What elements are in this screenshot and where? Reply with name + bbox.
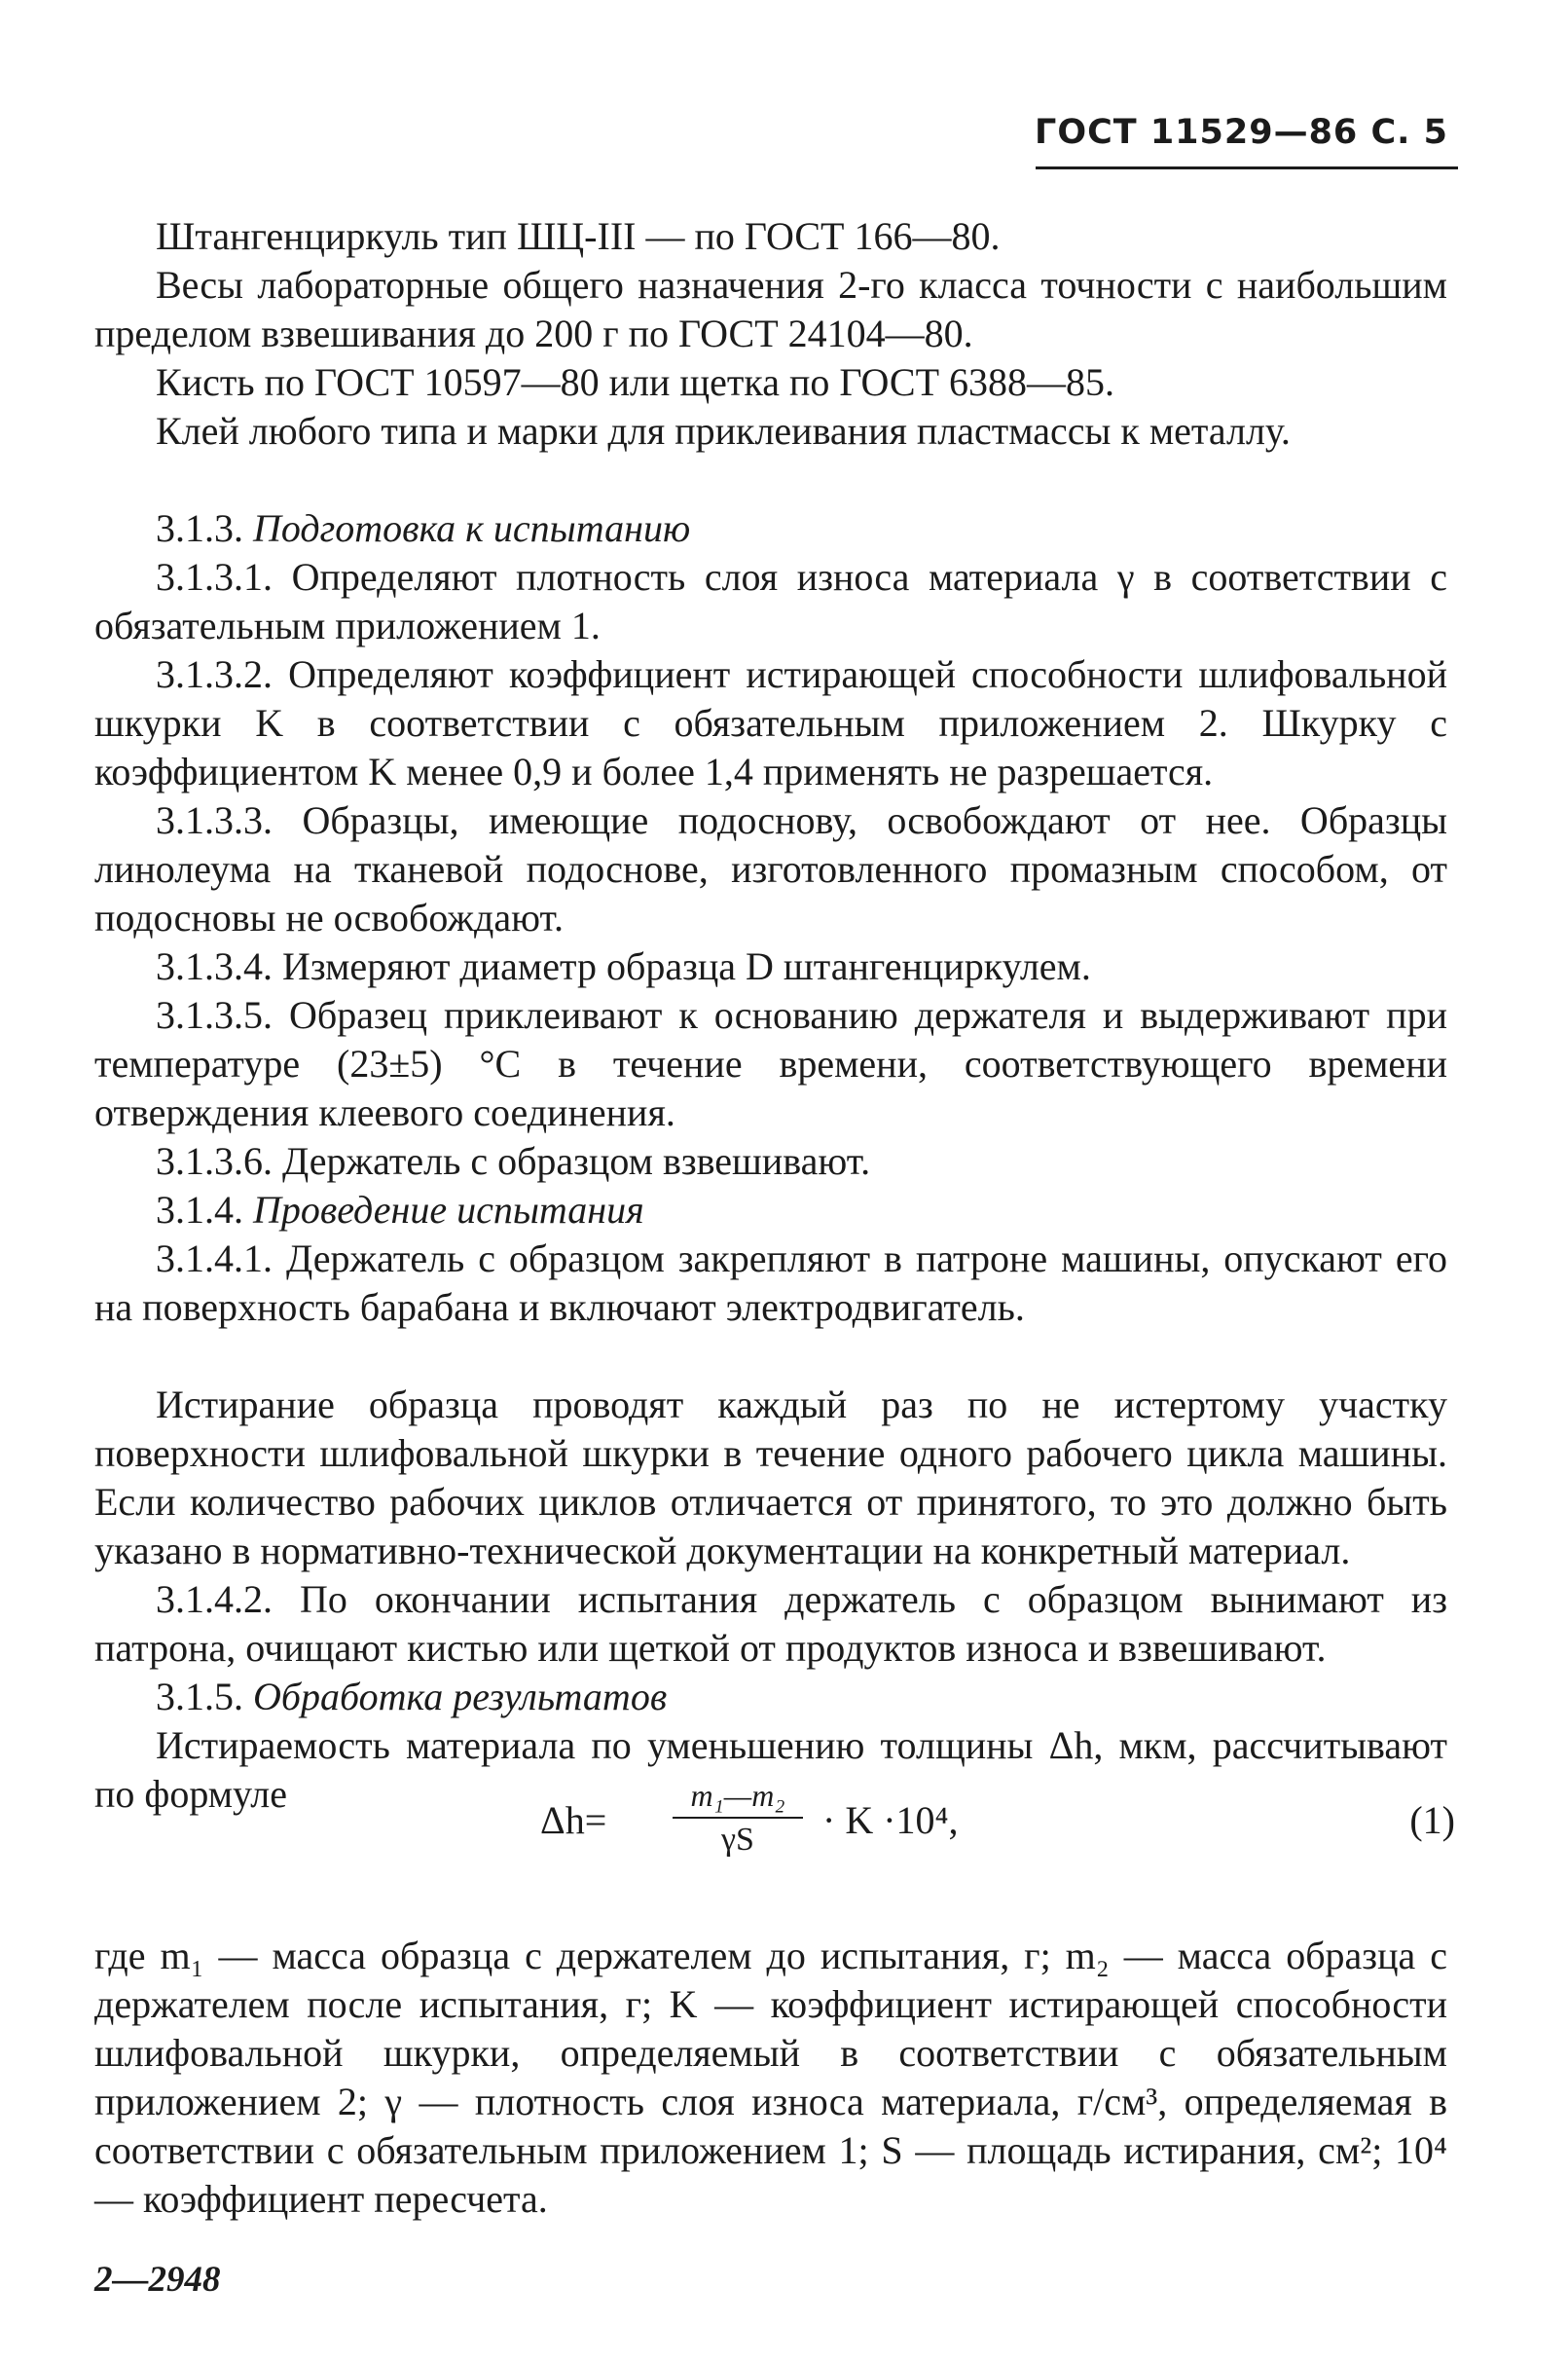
section-title: Подготовка к испытанию: [253, 506, 691, 550]
section-heading-results: [94, 1673, 1447, 1721]
paragraph-3-1-3-3: 3.1.3.3. Образцы, имеющие подоснову, освобождают от нее. Образцы линолеума на тканевой подоснове, изготовленного промазным способом, от подосновы не освобождают.: [94, 798, 1447, 940]
section-title: Обработка результатов: [253, 1675, 668, 1718]
paragraph-3-1-3-2: 3.1.3.2. Определяют коэффициент истирающей способности шлифовальной шкурки K в соответствии с обязательным приложением 2. Шкурку с коэффициентом K менее 0,9 и более 1,4 применять не разрешается.: [94, 652, 1447, 793]
paragraph-3-1-3-4: 3.1.3.4. Измеряют диаметр образца D штангенциркулем.: [156, 944, 1091, 988]
paragraph-caliper: Штангенциркуль тип ШЦ-III — по ГОСТ 166—80.: [156, 214, 1001, 258]
formula-1: [540, 1776, 1455, 1893]
formula-lhs: Δh=: [540, 1798, 607, 1842]
section-heading-testing: [94, 1186, 1447, 1235]
section-number: 3.1.5.: [156, 1675, 243, 1718]
paragraph-brush: Кисть по ГОСТ 10597—80 или щетка по ГОСТ 6388—85.: [156, 360, 1114, 404]
formula-numerator: m₁—m₂: [690, 1778, 785, 1813]
paragraph-3-1-3-6: 3.1.3.6. Держатель с образцом взвешивают.: [156, 1139, 871, 1183]
section-title: Проведение испытания: [253, 1188, 644, 1232]
formula-rhs: · K ·10⁴,: [822, 1798, 959, 1842]
section-number: 3.1.3.: [156, 506, 243, 550]
running-head-text: ГОСТ 11529—86 С. 5: [1035, 113, 1448, 152]
paragraph-abrasion: Истирание образца проводят каждый раз по не истертому участку поверхности шлифовальной шкурки в течение одного рабочего цикла машины. Если количество рабочих циклов отличается от принятого, то это должно быть указано в нормативно-технической документации на конкретный материал.: [94, 1383, 1447, 1572]
section-number: 3.1.4.: [156, 1188, 243, 1232]
section-heading-preparation: [94, 504, 1447, 553]
formula-fraction: [665, 1776, 811, 1860]
paragraph-3-1-3-5: 3.1.3.5. Образец приклеивают к основанию держателя и выдерживают при температуре (23±5) °С в течение времени, соответствующего времени отверждения клеевого соединения.: [94, 993, 1447, 1134]
running-header: [1036, 113, 1458, 175]
paragraph-3-1-3-1: 3.1.3.1. Определяют плотность слоя износа материала γ в соответствии с обязательным приложением 1.: [94, 555, 1447, 647]
paragraph-formula-intro: Истираемость материала по уменьшению толщины Δh, мкм, рассчитывают по формуле: [94, 1723, 1447, 1816]
fraction-bar: [673, 1817, 803, 1819]
paragraph-where: где m₁ — масса образца с держателем до испытания, г; m₂ — масса образца с держателем после испытания, г; K — коэффициент истирающей способности шлифовальной шкурки, определяемый в соответствии с обязательным приложением 2; γ — плотность слоя износа материала, г/см³, определяемая в соответствии с обязательным приложением 1; S — площадь истирания, см²; 10⁴ — коэффициент пересчета.: [94, 1934, 1447, 2221]
paragraph-glue: Клей любого типа и марки для приклеивания пластмассы к металлу.: [156, 409, 1291, 453]
formula-denominator: γS: [721, 1822, 754, 1858]
paragraph-3-1-4-1: 3.1.4.1. Держатель с образцом закрепляют в патроне машины, опускают его на поверхность барабана и включают электродвигатель.: [94, 1236, 1447, 1329]
paragraph-scales: Весы лабораторные общего назначения 2-го класса точности с наибольшим пределом взвешивания до 200 г по ГОСТ 24104—80.: [94, 263, 1447, 355]
formula-number: (1): [1409, 1798, 1455, 1842]
paragraph-3-1-4-2: 3.1.4.2. По окончании испытания держатель с образцом вынимают из патрона, очищают кистью или щеткой от продуктов износа и взвешивают.: [94, 1577, 1447, 1670]
footer-signature: 2—2948: [94, 2260, 221, 2300]
header-rule: [1036, 166, 1458, 169]
